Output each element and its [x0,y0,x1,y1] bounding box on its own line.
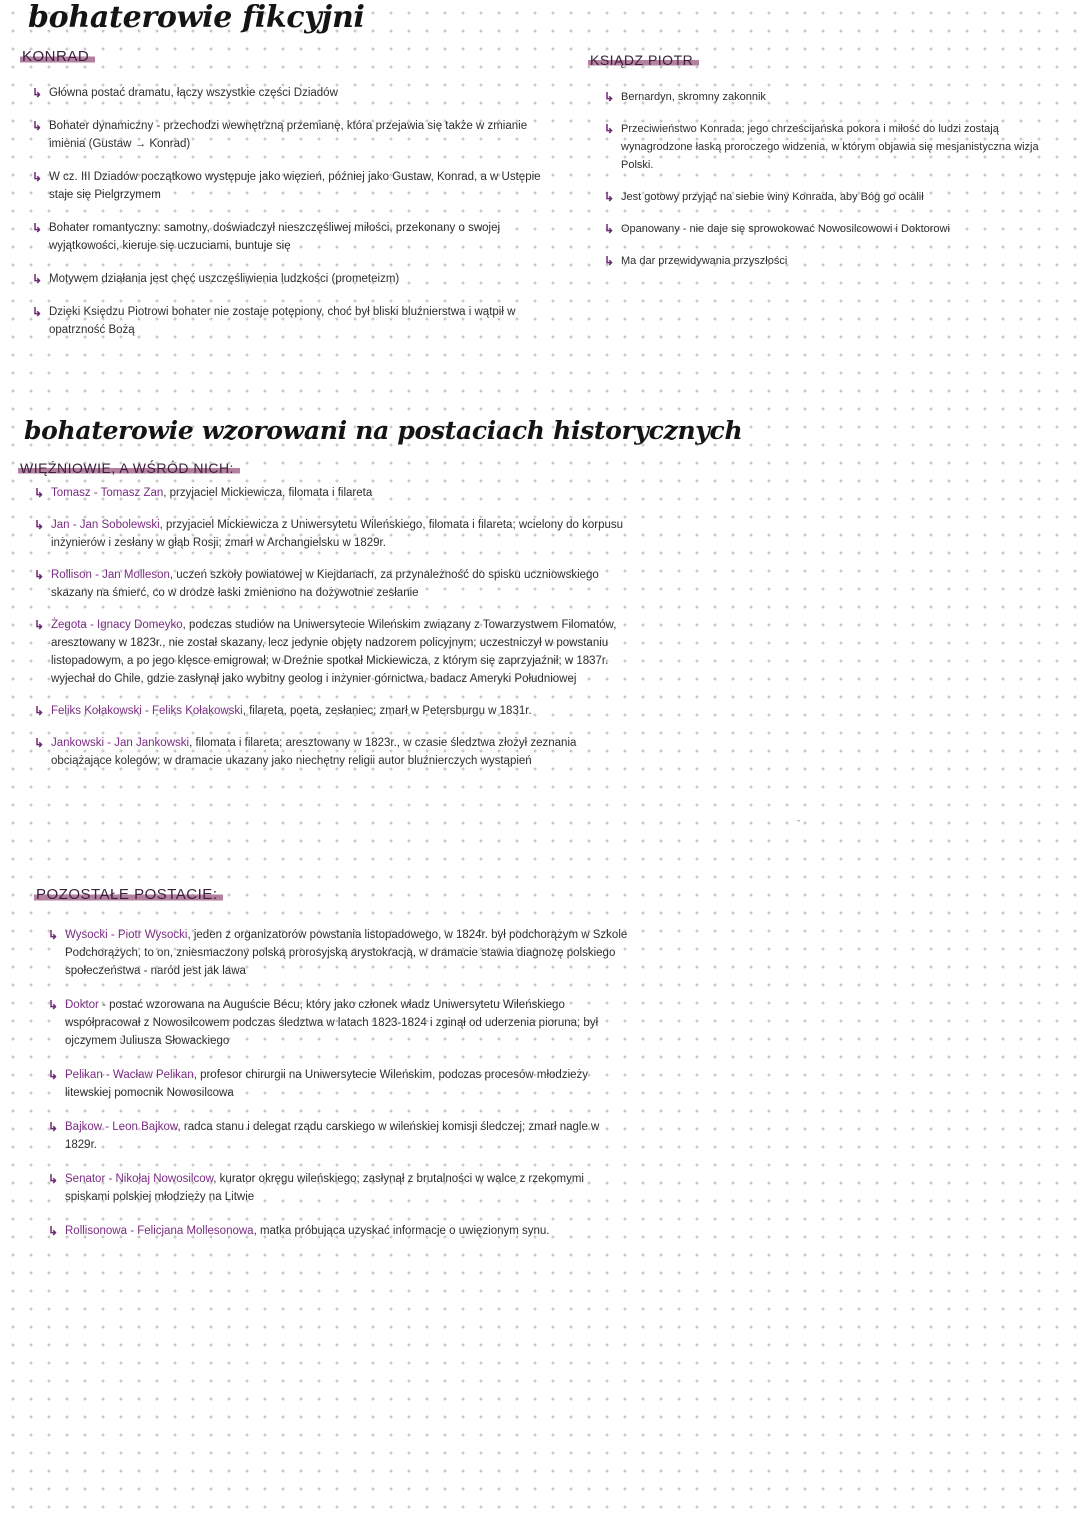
arrow-bullet-icon: ↳ [32,272,43,286]
arrow-bullet-icon: ↳ [32,119,43,133]
arrow-bullet-icon: ↳ [34,736,45,750]
arrow-bullet-icon: ↳ [604,90,615,104]
section-title-historical: bohaterowie wzorowani na postaciach historycznych [24,416,743,445]
arrow-bullet-icon: ↳ [34,486,45,500]
list-item: ↳ Pelikan - Wacław Pelikan, profesor chirurgii na Uniwersytecie Wileńskim, podczas procesów młodzieży litewskiej pomocnik Nowosilcowa [48,1068,589,1099]
list-item: ↳ Senator - Nikołaj Nowosilcow, kurator okręgu wileńskiego; zasłynął z brutalności w walce z rzekomymi spiskami polskiej młodzieży na Litwie [48,1172,584,1203]
list-item: ↳ Bernardyn, skromny zakonnik [604,90,766,104]
arrow-bullet-icon: ↳ [48,1068,59,1082]
list-item: ↳ Rollison - Jan Molleson, uczeń szkoły powiatowej w Kiejdanach, za przynależność do spisku uczniowskiego skazany na śmierć, co w drodze łaski zmieniono na dożywotnie zesłanie [34,568,599,599]
list-item: ↳ Feliks Kołakowski - Feliks Kołakowski, filareta, poeta, zesłaniec; zmarł w Petersburgu w 1831r. [34,704,532,718]
list-item: ↳ Bohater romantyczny: samotny, doświadczył nieszczęśliwej miłości, przekonany o swojej wyjątkowości, kieruje się uczuciami, buntuje się [32,221,501,252]
arrow-bullet-icon: ↳ [34,618,45,632]
arrow-bullet-icon: ↳ [32,305,43,319]
arrow-bullet-icon: ↳ [604,122,615,136]
arrow-bullet-icon: ↳ [34,704,45,718]
section-title-fictional: bohaterowie fikcyjni [28,0,365,35]
arrow-bullet-icon: ↳ [34,568,45,582]
arrow-bullet-icon: ↳ [604,222,615,236]
list-item: ↳ Jest gotowy przyjąć na siebie winy Konrada, aby Bóg go ocalił [604,190,924,204]
prisoners-heading: WIĘŹNIOWIE, A WŚRÓD NICH: [18,460,240,476]
list-item: ↳ Dzięki Księdzu Piotrowi bohater nie zostaje potępiony, choć był bliski bluźnierstwa i wątpił w opatrzność Bożą [32,305,516,336]
list-item: ↳ Opanowany - nie daje się sprowokować Nowosilcowowi i Doktorowi [604,222,950,236]
list-item: ↳ Bohater dynamiczny - przechodzi wewnętrzną przemianę, która przejawia się także w zmianie imienia (Gustaw → Konrad) [32,119,528,150]
list-item: ↳ Główna postać dramatu, łączy wszystkie części Dziadów [32,86,338,100]
list-item: ↳ Przeciwieństwo Konrada; jego chrześcijańska pokora i miłość do ludzi zostają wynagrodzone łaską proroczego widzenia, w którym objawia się mesjanistyczna wizja Polski. [604,122,1039,171]
arrow-bullet-icon: ↳ [48,1120,59,1134]
list-item: ↳ Doktor - postać wzorowana na Auguście Bécu, który jako członek władz Uniwersytetu Wileńskiego współpracował z Nowosilcowem podczas śledztwa w latach 1823-1824 i zginął od uderzenia pioruna; był ojczymem Juliusza Słowackiego [48,998,599,1047]
arrow-bullet-icon: ↳ [34,518,45,532]
arrow-bullet-icon: ↳ [604,190,615,204]
arrow-bullet-icon: ↳ [32,170,43,184]
list-item: ↳ Żegota - Ignacy Domeyko, podczas studiów na Uniwersytecie Wileńskim związany z Towarzystwem Filomatów, aresztowany w 1823r., nie został skazany, lecz jedynie objęty nadzorem policyjnym; uczestniczył w powstaniu listopadowym, a po jego klęsce emigrował; w Dreźnie spotkał Mickiewicza, z którym się zaprzyjaźnił; w 1837r. wyjechał do Chile, gdzie zasłynął jako wybitny geolog i inżynier górnictwa, badacz Ameryki Południowej [34,618,617,685]
list-item: ↳ W cz. III Dziadów początkowo występuje jako więzień, później jako Gustaw, Konrad, a w Ustępie staje się Pielgrzymem [32,170,541,201]
list-item: ↳ Jan - Jan Sobolewski, przyjaciel Mickiewicza z Uniwersytetu Wileńskiego, filomata i filareta; wcielony do korpusu inżynierów i zesłany w głąb Rosji; zmarł w Archangielsku w 1829r. [34,518,624,549]
piotr-heading: KSIĄDZ PIOTR [588,52,699,68]
arrow-bullet-icon: ↳ [48,998,59,1012]
piotr-list [604,88,1072,284]
others-heading: POZOSTAŁE POSTACIE: [34,886,223,903]
list-item: ↳ Motywem działania jest chęć uszczęśliwienia ludzkości (prometeizm) [32,272,400,286]
list-item: ↳ Wysocki - Piotr Wysocki, jeden z organizatorów powstania listopadowego, w 1824r. był podchorążym w Szkole Podchorążych, to on, zniesmaczony polską prorosyjską arystokracją, w dramacie stawia diagnozę polskiego społeczeństwa - naród jest jak lawa [48,928,628,977]
arrow-bullet-icon: ↳ [48,928,59,942]
arrow-bullet-icon: ↳ [48,1172,59,1186]
arrow-bullet-icon: ↳ [48,1224,59,1238]
stray-mark: - [797,816,801,826]
list-item: ↳ Rollisonowa - Felicjana Mollesonowa, matka próbująca uzyskać informacje o uwięzionym synu. [48,1224,550,1238]
konrad-list [32,84,552,354]
list-item: ↳ Bajkow - Leon Bajkow, radca stanu i delegat rządu carskiego w wileńskiej komisji śledczej; zmarł nagle w 1829r. [48,1120,600,1151]
konrad-heading: KONRAD [20,48,95,65]
prisoners-list [34,484,624,784]
arrow-bullet-icon: ↳ [32,86,43,100]
arrow-bullet-icon: ↳ [604,254,615,268]
arrow-bullet-icon: ↳ [32,221,43,235]
list-item: ↳ Tomasz - Tomasz Zan, przyjaciel Mickiewicza, filomata i filareta [34,486,373,500]
list-item: ↳ Ma dar przewidywania przyszłości [604,254,788,268]
list-item: ↳ Jankowski - Jan Jankowski, filomata i filareta; aresztowany w 1823r., w czasie śledztwa złożył zeznania obciążające kolegów; w dramacie ukazany jako niechętny religii autor bluźnierczych wystąpień [34,736,577,767]
others-list [48,926,628,1256]
